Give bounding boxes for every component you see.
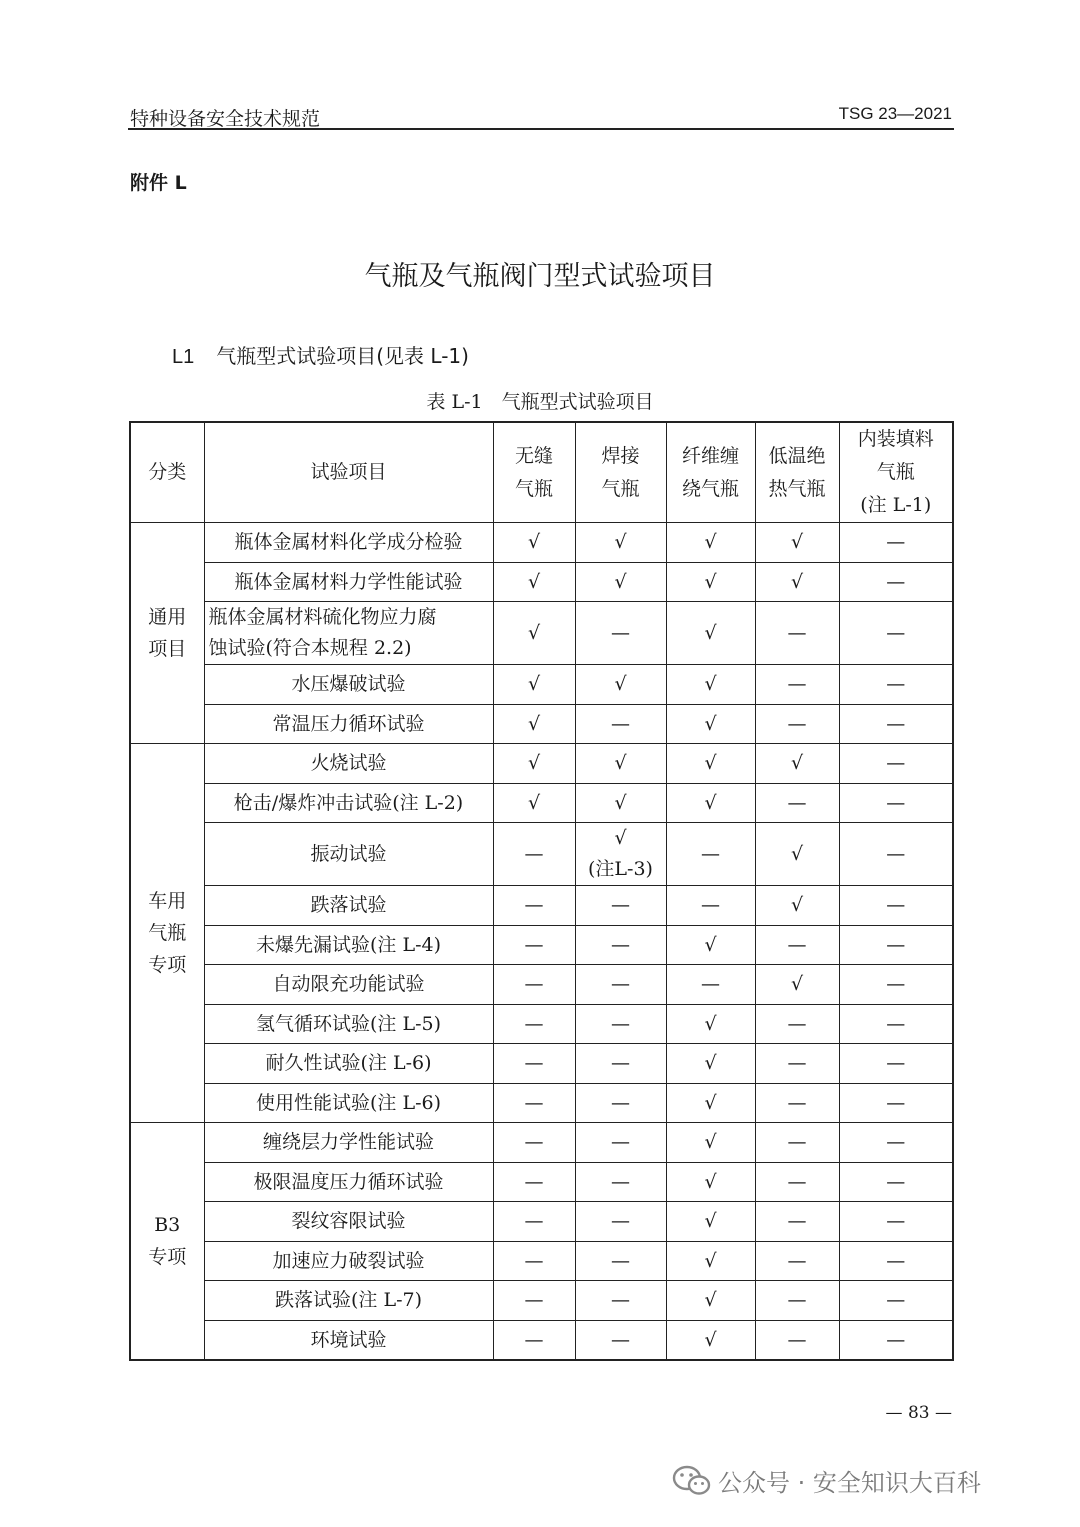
test-item-cell: 极限温度压力循环试验 bbox=[204, 1162, 493, 1202]
header-filler: 内装填料 气瓶 (注 L-1) bbox=[839, 422, 953, 523]
value-cell-seamless: √ bbox=[493, 602, 575, 665]
test-item-cell: 水压爆破试验 bbox=[204, 665, 493, 705]
test-item-cell: 瓶体金属材料硫化物应力腐 蚀试验(符合本规程 2.2) bbox=[204, 602, 493, 665]
table-row bbox=[130, 744, 953, 784]
section-title: 气瓶型式试验项目(见表 L-1) bbox=[216, 344, 469, 368]
value-cell-fiber: — bbox=[666, 965, 755, 1005]
value-cell-fiber: √ bbox=[666, 1281, 755, 1321]
value-cell-welded: — bbox=[575, 1281, 666, 1321]
value-cell-seamless: — bbox=[493, 1320, 575, 1360]
test-item-cell: 裂纹容限试验 bbox=[204, 1202, 493, 1242]
test-item-cell: 耐久性试验(注 L-6) bbox=[204, 1044, 493, 1084]
value-cell-cryogenic: — bbox=[755, 665, 839, 705]
value-cell-fiber: √ bbox=[666, 783, 755, 823]
running-header-title: 特种设备安全技术规范 bbox=[130, 108, 321, 130]
table-row bbox=[130, 704, 953, 744]
value-cell-seamless: — bbox=[493, 1044, 575, 1084]
value-cell-seamless: — bbox=[493, 1281, 575, 1321]
value-cell-filler: — bbox=[839, 1241, 953, 1281]
value-cell-seamless: √ bbox=[493, 783, 575, 823]
header-welded: 焊接 气瓶 bbox=[575, 422, 666, 523]
value-cell-filler: — bbox=[839, 1320, 953, 1360]
table-row bbox=[130, 665, 953, 705]
test-item-cell: 自动限充功能试验 bbox=[204, 965, 493, 1005]
test-item-cell: 环境试验 bbox=[204, 1320, 493, 1360]
value-cell-seamless: — bbox=[493, 1083, 575, 1123]
header-seamless: 无缝 气瓶 bbox=[493, 422, 575, 523]
table-row bbox=[130, 783, 953, 823]
value-cell-seamless: — bbox=[493, 886, 575, 926]
value-cell-seamless: — bbox=[493, 1004, 575, 1044]
value-cell-welded: √ bbox=[575, 744, 666, 784]
value-cell-cryogenic: √ bbox=[755, 562, 839, 602]
value-cell-fiber: √ bbox=[666, 1123, 755, 1163]
table-row bbox=[130, 886, 953, 926]
value-cell-seamless: √ bbox=[493, 665, 575, 705]
table-row bbox=[130, 1123, 953, 1163]
table-row bbox=[130, 562, 953, 602]
category-cell: B3 专项 bbox=[130, 1123, 204, 1360]
table-row bbox=[130, 602, 953, 665]
value-cell-fiber: — bbox=[666, 823, 755, 886]
appendix-label: 附件 L bbox=[130, 172, 187, 194]
value-cell-fiber: √ bbox=[666, 744, 755, 784]
test-item-cell: 跌落试验(注 L-7) bbox=[204, 1281, 493, 1321]
header-category: 分类 bbox=[130, 422, 204, 523]
value-cell-fiber: √ bbox=[666, 1202, 755, 1242]
value-cell-seamless: — bbox=[493, 1202, 575, 1242]
value-cell-cryogenic: √ bbox=[755, 823, 839, 886]
value-cell-welded: — bbox=[575, 1162, 666, 1202]
test-items-table bbox=[129, 421, 954, 1361]
header-cryogenic: 低温绝 热气瓶 bbox=[755, 422, 839, 523]
value-cell-filler: — bbox=[839, 783, 953, 823]
value-cell-filler: — bbox=[839, 886, 953, 926]
table-row bbox=[130, 1004, 953, 1044]
value-cell-seamless: — bbox=[493, 1162, 575, 1202]
value-cell-cryogenic: — bbox=[755, 1004, 839, 1044]
table-row bbox=[130, 1241, 953, 1281]
value-cell-fiber: √ bbox=[666, 523, 755, 563]
value-cell-cryogenic: — bbox=[755, 1202, 839, 1242]
value-cell-seamless: — bbox=[493, 1241, 575, 1281]
test-item-cell: 枪击/爆炸冲击试验(注 L-2) bbox=[204, 783, 493, 823]
value-cell-filler: — bbox=[839, 1162, 953, 1202]
page-number: — 83 — bbox=[885, 1403, 952, 1423]
value-cell-welded: — bbox=[575, 704, 666, 744]
value-cell-cryogenic: √ bbox=[755, 965, 839, 1005]
value-cell-filler: — bbox=[839, 602, 953, 665]
table-row bbox=[130, 1320, 953, 1360]
table-row bbox=[130, 925, 953, 965]
table-row bbox=[130, 1162, 953, 1202]
value-cell-seamless: √ bbox=[493, 704, 575, 744]
section-number: L1 bbox=[172, 346, 195, 368]
value-cell-cryogenic: — bbox=[755, 1281, 839, 1321]
value-cell-seamless: √ bbox=[493, 562, 575, 602]
value-cell-welded: — bbox=[575, 965, 666, 1005]
value-cell-fiber: √ bbox=[666, 562, 755, 602]
table-header-row bbox=[130, 422, 953, 523]
value-cell-filler: — bbox=[839, 925, 953, 965]
value-cell-filler: — bbox=[839, 965, 953, 1005]
test-item-cell: 氢气循环试验(注 L-5) bbox=[204, 1004, 493, 1044]
test-item-cell: 瓶体金属材料化学成分检验 bbox=[204, 523, 493, 563]
table-caption: 表 L-1 气瓶型式试验项目 bbox=[426, 391, 654, 413]
table-row bbox=[130, 823, 953, 886]
value-cell-cryogenic: √ bbox=[755, 886, 839, 926]
value-cell-seamless: √ bbox=[493, 744, 575, 784]
value-cell-fiber: √ bbox=[666, 1241, 755, 1281]
value-cell-welded: √ (注L-3) bbox=[575, 823, 666, 886]
table-row bbox=[130, 965, 953, 1005]
value-cell-seamless: — bbox=[493, 823, 575, 886]
header-divider bbox=[128, 128, 954, 130]
value-cell-fiber: √ bbox=[666, 704, 755, 744]
test-item-cell: 加速应力破裂试验 bbox=[204, 1241, 493, 1281]
value-cell-cryogenic: — bbox=[755, 1083, 839, 1123]
category-cell: 车用 气瓶 专项 bbox=[130, 744, 204, 1123]
value-cell-welded: — bbox=[575, 925, 666, 965]
value-cell-fiber: √ bbox=[666, 1320, 755, 1360]
value-cell-filler: — bbox=[839, 1004, 953, 1044]
value-cell-filler: — bbox=[839, 704, 953, 744]
value-cell-seamless: √ bbox=[493, 523, 575, 563]
table-row bbox=[130, 523, 953, 563]
value-cell-welded: — bbox=[575, 1320, 666, 1360]
test-item-cell: 缠绕层力学性能试验 bbox=[204, 1123, 493, 1163]
value-cell-fiber: √ bbox=[666, 925, 755, 965]
value-cell-welded: √ bbox=[575, 523, 666, 563]
value-cell-welded: — bbox=[575, 1044, 666, 1084]
watermark bbox=[672, 1463, 981, 1498]
value-cell-filler: — bbox=[839, 665, 953, 705]
test-item-cell: 未爆先漏试验(注 L-4) bbox=[204, 925, 493, 965]
watermark-text: 公众号 · 安全知识大百科 bbox=[718, 1469, 981, 1497]
test-item-cell: 振动试验 bbox=[204, 823, 493, 886]
value-cell-filler: — bbox=[839, 744, 953, 784]
value-cell-cryogenic: — bbox=[755, 1162, 839, 1202]
table-row bbox=[130, 1044, 953, 1084]
value-cell-seamless: — bbox=[493, 925, 575, 965]
value-cell-filler: — bbox=[839, 1202, 953, 1242]
header-fiber: 纤维缠 绕气瓶 bbox=[666, 422, 755, 523]
category-cell: 通用 项目 bbox=[130, 523, 204, 744]
table-body bbox=[130, 523, 953, 1360]
value-cell-welded: — bbox=[575, 1202, 666, 1242]
section-heading bbox=[172, 340, 469, 369]
table-row bbox=[130, 1281, 953, 1321]
value-cell-cryogenic: — bbox=[755, 925, 839, 965]
value-cell-cryogenic: — bbox=[755, 1123, 839, 1163]
value-cell-cryogenic: — bbox=[755, 1044, 839, 1084]
value-cell-cryogenic: — bbox=[755, 602, 839, 665]
test-item-cell: 跌落试验 bbox=[204, 886, 493, 926]
value-cell-fiber: √ bbox=[666, 665, 755, 705]
value-cell-welded: — bbox=[575, 1004, 666, 1044]
value-cell-filler: — bbox=[839, 523, 953, 563]
value-cell-cryogenic: — bbox=[755, 783, 839, 823]
value-cell-cryogenic: — bbox=[755, 1241, 839, 1281]
value-cell-welded: √ bbox=[575, 783, 666, 823]
test-item-cell: 常温压力循环试验 bbox=[204, 704, 493, 744]
value-cell-filler: — bbox=[839, 1123, 953, 1163]
value-cell-cryogenic: — bbox=[755, 704, 839, 744]
test-item-cell: 火烧试验 bbox=[204, 744, 493, 784]
value-cell-filler: — bbox=[839, 1083, 953, 1123]
value-cell-fiber: √ bbox=[666, 1083, 755, 1123]
test-item-cell: 使用性能试验(注 L-6) bbox=[204, 1083, 493, 1123]
table-row bbox=[130, 1202, 953, 1242]
value-cell-seamless: — bbox=[493, 965, 575, 1005]
page-title: 气瓶及气瓶阀门型式试验项目 bbox=[364, 261, 716, 292]
value-cell-filler: — bbox=[839, 1281, 953, 1321]
value-cell-cryogenic: — bbox=[755, 1320, 839, 1360]
value-cell-welded: — bbox=[575, 602, 666, 665]
value-cell-cryogenic: √ bbox=[755, 523, 839, 563]
test-item-cell: 瓶体金属材料力学性能试验 bbox=[204, 562, 493, 602]
value-cell-welded: √ bbox=[575, 562, 666, 602]
value-cell-welded: — bbox=[575, 1083, 666, 1123]
value-cell-fiber: √ bbox=[666, 1044, 755, 1084]
running-header-code: TSG 23—2021 bbox=[838, 104, 952, 123]
value-cell-seamless: — bbox=[493, 1123, 575, 1163]
value-cell-welded: √ bbox=[575, 665, 666, 705]
value-cell-filler: — bbox=[839, 1044, 953, 1084]
value-cell-welded: — bbox=[575, 886, 666, 926]
wechat-icon bbox=[672, 1464, 712, 1498]
value-cell-fiber: √ bbox=[666, 602, 755, 665]
value-cell-fiber: √ bbox=[666, 1004, 755, 1044]
header-item: 试验项目 bbox=[204, 422, 493, 523]
value-cell-cryogenic: √ bbox=[755, 744, 839, 784]
table-row bbox=[130, 1083, 953, 1123]
value-cell-welded: — bbox=[575, 1241, 666, 1281]
value-cell-welded: — bbox=[575, 1123, 666, 1163]
value-cell-fiber: — bbox=[666, 886, 755, 926]
value-cell-filler: — bbox=[839, 562, 953, 602]
value-cell-filler: — bbox=[839, 823, 953, 886]
value-cell-fiber: √ bbox=[666, 1162, 755, 1202]
